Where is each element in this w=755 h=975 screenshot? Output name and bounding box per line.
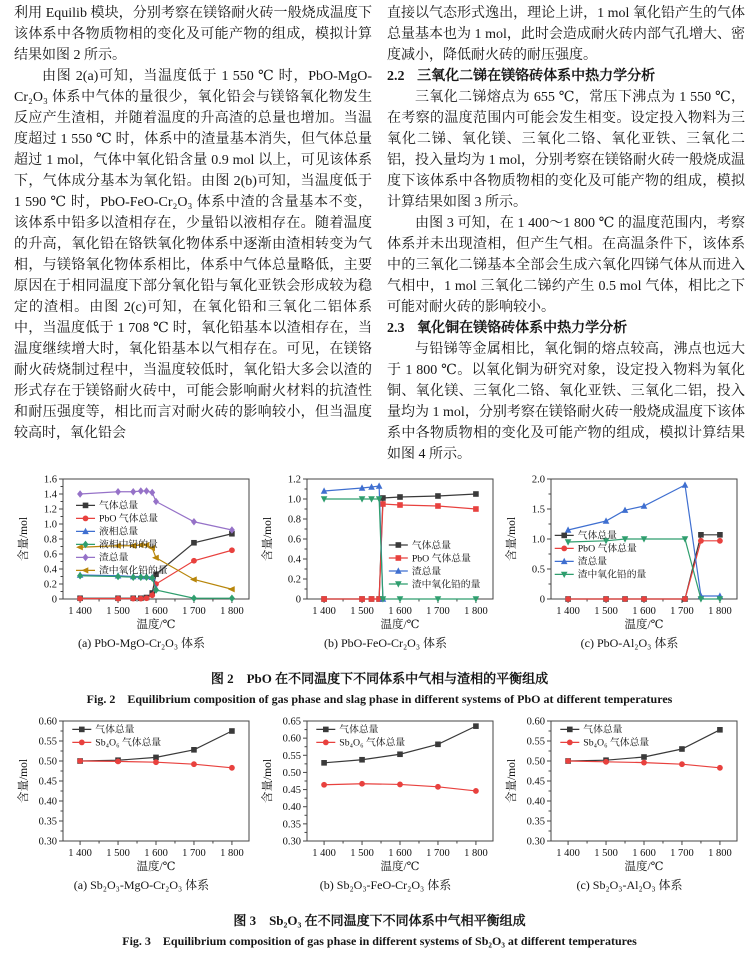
svg-text:0.30: 0.30 [282,836,301,848]
svg-text:渣总量: 渣总量 [99,552,129,564]
svg-text:0: 0 [295,594,301,606]
svg-text:含量/mol: 含量/mol [262,758,274,804]
svg-text:温度/℃: 温度/℃ [624,861,664,873]
svg-text:PbO 气体总量: PbO 气体总量 [99,513,159,525]
svg-text:1 700: 1 700 [182,606,206,617]
chart-fig2c [503,471,744,666]
chart-fig2b [259,471,500,666]
svg-text:0.8: 0.8 [287,514,301,526]
chart-fig3a [15,713,256,908]
svg-text:1.4: 1.4 [43,489,57,501]
svg-text:0.50: 0.50 [38,756,57,768]
figure-3-charts [14,713,745,908]
svg-text:气体总量: 气体总量 [339,724,379,736]
paragraph-left-2: 由图 2(a)可知，当温度低于 1 550 ℃ 时，PbO-MgO-Cr₂O₃ 体系中气体的量很少，氧化铅会与镁铬氧化物发生反应产生渣相，并随着温度的升高渣的总量也增加。当温度超过 1 550 ℃ 时，体系中的渣量基本消失，但气体总量超过 1 mol，气体中氧化铅含量 0.9 mol 以上，可见该体系下，气体成分基本为氧化铅。由图 2(b)可知，当温度低于 1 590 ℃ 时，PbO-FeO-Cr₂O₃ 体系中渣的含量基本不变，该体系中铅多以渣相存在，少量铅以液相存在。随着温度的升高，氧化铅在铬铁氧化物体系中逐渐由渣相转变为气相，与镁铬氧化物体系相比，体系中气体总量略低，主要原因在于相同温度下部分氧化铅与氧化亚铁会形成较为稳定的渣相。由图 2(c)可知，在氧化铅和三氧化二铝体系中，当温度低于 1 708 ℃ 时，氧化铅基本以渣相存在，当温度继续增大时，氧化铅基本以气相存在。可见，在镁铬耐火砖烧制过程中，当温度较低时，氧化铅大多会以渣的形式存在于镁铬耐火砖中，可能会影响耐火材料的抗渣性和耐压强度等，相比而言对耐火砖的影响较小，但当温度较高时，氧化铅会 [14,69,372,441]
svg-text:1.0: 1.0 [287,494,301,506]
svg-text:含量/mol: 含量/mol [506,516,518,562]
svg-text:(b) Sb₂O₃-FeO-Cr₂O₃ 体系: (b) Sb₂O₃-FeO-Cr₂O₃ 体系 [319,878,452,892]
svg-text:温度/℃: 温度/℃ [136,861,176,873]
svg-text:0: 0 [51,594,57,606]
svg-text:气体总量: 气体总量 [411,540,452,552]
svg-text:1 800: 1 800 [464,848,488,859]
svg-text:1 500: 1 500 [350,848,374,859]
svg-text:含量/mol: 含量/mol [18,758,30,804]
chart-fig3b [259,713,500,908]
figure-2-charts [14,471,745,666]
chart-fig2a [15,471,256,666]
svg-text:0.35: 0.35 [38,816,57,828]
figure-3-caption-en: Fig. 3 Equilibrium composition of gas phase in different systems of Sb₂O₃ at different temperatures [122,934,637,948]
svg-text:0.40: 0.40 [282,802,301,814]
svg-text:含量/mol: 含量/mol [262,516,274,562]
chart-fig3c [503,713,744,908]
svg-text:1.6: 1.6 [43,474,57,486]
svg-text:0.30: 0.30 [526,836,545,848]
svg-text:0.4: 0.4 [287,554,301,566]
svg-text:0.55: 0.55 [38,736,57,748]
svg-text:1 600: 1 600 [632,848,656,859]
svg-text:0.40: 0.40 [526,796,545,808]
section-title: 三氧化二锑在镁铬砖体系中热力学分析 [417,69,656,84]
figure-3 [14,713,745,949]
svg-text:0.5: 0.5 [531,564,545,576]
svg-text:1 800: 1 800 [708,848,732,859]
left-column [14,3,372,465]
section-heading-2-3 [387,318,745,339]
svg-text:含量/mol: 含量/mol [18,516,30,562]
svg-text:0.40: 0.40 [38,796,57,808]
svg-text:温度/℃: 温度/℃ [624,619,664,631]
svg-text:1 600: 1 600 [388,606,412,617]
svg-text:1 700: 1 700 [182,848,206,859]
svg-text:0.50: 0.50 [526,756,545,768]
svg-text:温度/℃: 温度/℃ [136,619,176,631]
svg-text:0.55: 0.55 [526,736,545,748]
figure-2 [14,471,745,707]
svg-text:0.8: 0.8 [43,534,57,546]
svg-text:气体总量: 气体总量 [577,530,617,542]
svg-text:1 800: 1 800 [220,848,244,859]
svg-text:0.60: 0.60 [282,733,301,745]
svg-text:0.60: 0.60 [526,716,545,728]
svg-text:含量/mol: 含量/mol [506,758,518,804]
svg-text:1 600: 1 600 [144,848,168,859]
section-number: 2.2 [387,69,405,84]
svg-text:0.35: 0.35 [526,816,545,828]
svg-text:渣中氧化铅的量: 渣中氧化铅的量 [411,579,481,591]
svg-text:0.45: 0.45 [526,776,545,788]
section-heading-2-2 [387,66,745,87]
text-columns [14,3,745,465]
svg-text:(a) PbO-MgO-Cr₂O₃ 体系: (a) PbO-MgO-Cr₂O₃ 体系 [77,636,206,650]
svg-text:0.30: 0.30 [38,836,57,848]
svg-text:渣总量: 渣总量 [577,556,608,568]
svg-text:1 400: 1 400 [68,848,92,859]
svg-text:1.0: 1.0 [531,534,545,546]
svg-text:液相总量: 液相总量 [99,526,139,538]
svg-text:1.0: 1.0 [43,519,57,531]
svg-text:(a) Sb₂O₃-MgO-Cr₂O₃ 体系: (a) Sb₂O₃-MgO-Cr₂O₃ 体系 [73,878,210,892]
svg-text:1 500: 1 500 [106,848,130,859]
figure-2-caption-cn: 图 2 PbO 在不同温度下不同体系中气相与渣相的平衡组成 [210,671,549,686]
paragraph-right-2: 三氧化二锑熔点为 655 ℃，常压下沸点为 1 550 ℃，在考察的温度范围内可能会发生相变。设定投入物料为三氧化二锑、氧化镁、三氧化二铬、氧化亚铁、三氧化二铝，投入量均为 1 mol，分别考察在镁铬耐火砖一般烧成温度下该体系中各物质物相的变化及可能产物的组成，模拟计算结果如图 3 所示。 [387,90,745,210]
svg-text:PbO 气体总量: PbO 气体总量 [411,553,471,565]
svg-text:1 400: 1 400 [556,606,580,617]
svg-text:1 400: 1 400 [556,848,580,859]
svg-text:0.4: 0.4 [43,564,57,576]
svg-text:渣总量: 渣总量 [411,566,442,578]
svg-text:温度/℃: 温度/℃ [380,861,420,873]
svg-text:1 700: 1 700 [670,848,694,859]
svg-text:气体总量: 气体总量 [99,500,139,512]
svg-text:1 800: 1 800 [220,606,244,617]
svg-text:1 500: 1 500 [594,848,618,859]
svg-text:Sb₄O₆ 气体总量: Sb₄O₆ 气体总量 [95,737,162,749]
svg-text:0.6: 0.6 [43,549,57,561]
svg-text:0.2: 0.2 [287,574,301,586]
svg-text:1 800: 1 800 [464,606,488,617]
svg-text:1 600: 1 600 [144,606,168,617]
svg-text:渣中氧化铅的量: 渣中氧化铅的量 [99,565,168,577]
svg-text:1 500: 1 500 [350,606,374,617]
svg-text:Sb₄O₆ 气体总量: Sb₄O₆ 气体总量 [583,737,650,749]
svg-text:(c) PbO-Al₂O₃ 体系: (c) PbO-Al₂O₃ 体系 [580,636,679,650]
svg-text:1 500: 1 500 [106,606,130,617]
svg-text:液相中铅的量: 液相中铅的量 [99,539,158,551]
svg-text:气体总量: 气体总量 [583,724,623,736]
svg-text:温度/℃: 温度/℃ [380,619,420,631]
svg-text:0: 0 [539,594,545,606]
svg-text:1 600: 1 600 [632,606,656,617]
svg-text:气体总量: 气体总量 [95,724,135,736]
svg-text:1 700: 1 700 [426,606,450,617]
svg-text:1 500: 1 500 [594,606,618,617]
svg-text:1 700: 1 700 [426,848,450,859]
svg-text:(c) Sb₂O₃-Al₂O₃ 体系: (c) Sb₂O₃-Al₂O₃ 体系 [576,878,683,892]
paragraph-right-1: 直接以气态形式逸出，理论上讲，1 mol 氧化铅产生的气体总量基本也为 1 mol，此时会造成耐火砖内部气孔增大、密度减小，降低耐火砖的耐压强度。 [387,6,745,63]
svg-text:1 400: 1 400 [68,606,92,617]
svg-text:1 400: 1 400 [312,848,336,859]
svg-text:1.5: 1.5 [531,504,545,516]
figure-2-caption-en: Fig. 2 Equilibrium composition of gas phase and slag phase in different systems of PbO at different temperatures [86,692,673,706]
svg-text:0.35: 0.35 [282,819,301,831]
right-column [387,3,745,465]
svg-text:PbO 气体总量: PbO 气体总量 [577,543,637,555]
svg-text:0.45: 0.45 [282,785,301,797]
paragraph-right-3: 由图 3 可知，在 1 400～1 800 ℃ 的温度范围内，考察体系并未出现渣相，但产生气相。在高温条件下，该体系中的三氧化二锑基本全部会生成六氧化四锑气体从而进入气相中，1 mol 三氧化二锑约产生 0.5 mol 气体，相比之下可能对耐火砖的影响较小。 [387,216,745,315]
svg-text:1.2: 1.2 [287,474,301,486]
svg-text:1 800: 1 800 [708,606,732,617]
svg-text:0.6: 0.6 [287,534,301,546]
svg-text:1 600: 1 600 [388,848,412,859]
section-title: 氧化铜在镁铬砖体系中热力学分析 [417,321,628,336]
svg-text:0.65: 0.65 [282,716,301,728]
svg-text:(b) PbO-FeO-Cr₂O₃ 体系: (b) PbO-FeO-Cr₂O₃ 体系 [323,636,448,650]
paragraph-left-1: 利用 Equilib 模块，分别考察在镁铬耐火砖一般烧成温度下该体系中各物质物相的变化及可能产物的组成，模拟计算结果如图 2 所示。 [14,6,372,63]
svg-text:0.60: 0.60 [38,716,57,728]
svg-text:渣中氧化铅的量: 渣中氧化铅的量 [577,569,647,581]
svg-text:Sb₄O₆ 气体总量: Sb₄O₆ 气体总量 [339,737,406,749]
paragraph-right-4: 与铅锑等金属相比，氧化铜的熔点较高，沸点也远大于 1 800 ℃。以氧化铜为研究对象，设定投入物料为氧化铜、氧化镁、三氧化二铬、氧化亚铁、三氧化二铝，投入量均为 1 mol，分别考察在镁铬耐火砖一般烧成温度下该体系中各物质物相的变化及可能产物的组成，模拟计算结果如图 4 所示。 [387,342,745,462]
svg-text:1 400: 1 400 [312,606,336,617]
svg-text:0.45: 0.45 [38,776,57,788]
svg-text:1 700: 1 700 [670,606,694,617]
svg-text:1.2: 1.2 [43,504,57,516]
svg-text:2.0: 2.0 [531,474,545,486]
figure-3-caption-cn: 图 3 Sb₂O₃ 在不同温度下不同体系中气相平衡组成 [233,913,526,928]
svg-text:0.55: 0.55 [282,750,301,762]
svg-text:0.50: 0.50 [282,767,301,779]
section-number: 2.3 [387,321,405,336]
svg-text:0.2: 0.2 [43,579,57,591]
